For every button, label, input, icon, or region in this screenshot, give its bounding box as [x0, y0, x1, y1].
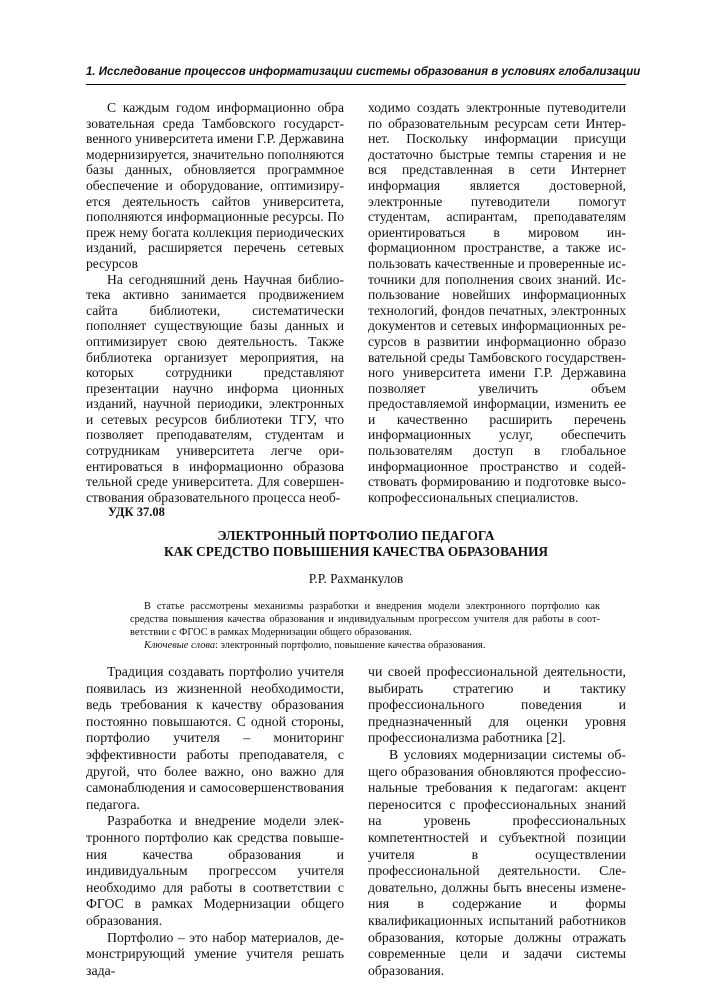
- header-rule: [86, 84, 626, 85]
- keywords-label: Ключевые слова: [144, 640, 216, 651]
- abstract-text: В статье рассмотрены механизмы разработки и внедрения модели электронного портфолио как средства повышения качества образования и индивидуальным прогрессом учителя для работы в соответствии с ФГОС в рамках Модернизации общего образования.: [130, 601, 600, 638]
- abstract: [130, 600, 600, 652]
- title-line: ЭЛЕКТРОННЫЙ ПОРТФОЛИО ПЕДАГОГА: [217, 528, 495, 543]
- paragraph: На сегодняшний день Научная библиотека активно занимается продвижением сайта библиотеки, систематически пополняет существующие базы данных и оптимизирует свою деятельность. Также библиотека организует мероприятия, на которых сотрудники представляют презентации научно информа ционных изданий, научной периодики, электронных и сетевых ресурсов библиотеки ТГУ, что позволяет преподавателям, студентам и сотрудникам университета легче ориентироваться в информационно образова тельной среде университета. Для совершенствования образовательного процесса необ-: [86, 271, 344, 505]
- top-right-column: [368, 100, 626, 505]
- top-left-column: [86, 100, 344, 505]
- paragraph: ходимо создать электронные путеводители по образовательным ресурсам сети Интернет. Поскольку информации присущи достаточно быстрые темпы старения и не вся представленная в сети Интернет информация является достоверной, электронные путеводители помогут студентам, аспирантам, преподавателям ориентироваться в мировом информационном пространстве, а также использовать качественные и проверенные источники для пополнения своих знаний. Использование новейших информационных технологий, фондов печатных, электронных документов и сетевых информационных ресурсов в развитии информационно образо вательной среды Тамбовского государственного университета имени Г.Р. Державина позволяет увеличить объем предоставляемой информации, изменить ее и качественно расширить перечень информационных услуг, обеспечить пользователям доступ в глобальное информационное пространство и содействовать формированию и подготовке высокопрофессиональных специалистов.: [368, 100, 626, 505]
- paragraph: Традиция создавать портфолио учителя появилась из жизненной необходимости, ведь требования к качеству образования постоянно повышаются. С одной стороны, портфолио учителя – мониторинг эффективности работы преподавателя, с другой, что более важно, оно важно для самонаблюдения и самосовершенствования педагога.: [86, 664, 344, 812]
- paragraph: чи своей профессиональной деятельности, выбирать стратегию и тактику профессионального поведения и предназначенный для оценки уровня профессионализма работника [2].: [368, 664, 626, 746]
- udk-code: УДК 37.08: [108, 505, 165, 519]
- paragraph: Портфолио – это набор материалов, демонстрирующий умение учителя решать зада-: [86, 929, 344, 978]
- bottom-right-column: [368, 664, 626, 979]
- author: Р.Р. Рахманкулов: [308, 571, 404, 586]
- paragraph: В условиях модернизации системы общего образования обновляются профессиональные требования к педагогам: акцент переносится с профессиональных знаний на уровень профессиональных компетентностей и субъектной позиции учителя в осуществлении профессиональной деятельности. Следовательно, должны быть внесены изменения в содержание и формы квалификационных испытаний работников образования, которые должны отражать современные цели и задачи системы образования.: [368, 746, 626, 978]
- paragraph: Разработка и внедрение модели электронного портфолио как средства повышения качества образования и индивидуальным прогрессом учителя необходимо для работы в соответствии с ФГОС в рамках Модернизации общего образования.: [86, 813, 344, 928]
- article-title: [86, 528, 626, 560]
- keywords: [130, 639, 600, 652]
- title-line: КАК СРЕДСТВО ПОВЫШЕНИЯ КАЧЕСТВА ОБРАЗОВАНИЯ: [163, 544, 549, 559]
- running-header: 1. Исследование процессов информатизации системы образования в условиях глобализации: [86, 66, 641, 78]
- paragraph: С каждым годом информационно обра зовательная среда Тамбовского государственного университета имени Г.Р. Державина модернизируется, значительно пополняются базы данных, обновляется программное обеспечение и оборудование, оптимизируется деятельность сайтов университета, пополняются информационные ресурсы. По преж нему богата коллекция периодических изданий, расширяется перечень сетевых ресурсов: [86, 100, 344, 271]
- keywords-text: : электронный портфолио, повышение качества образования.: [215, 640, 486, 651]
- bottom-left-column: [86, 664, 344, 979]
